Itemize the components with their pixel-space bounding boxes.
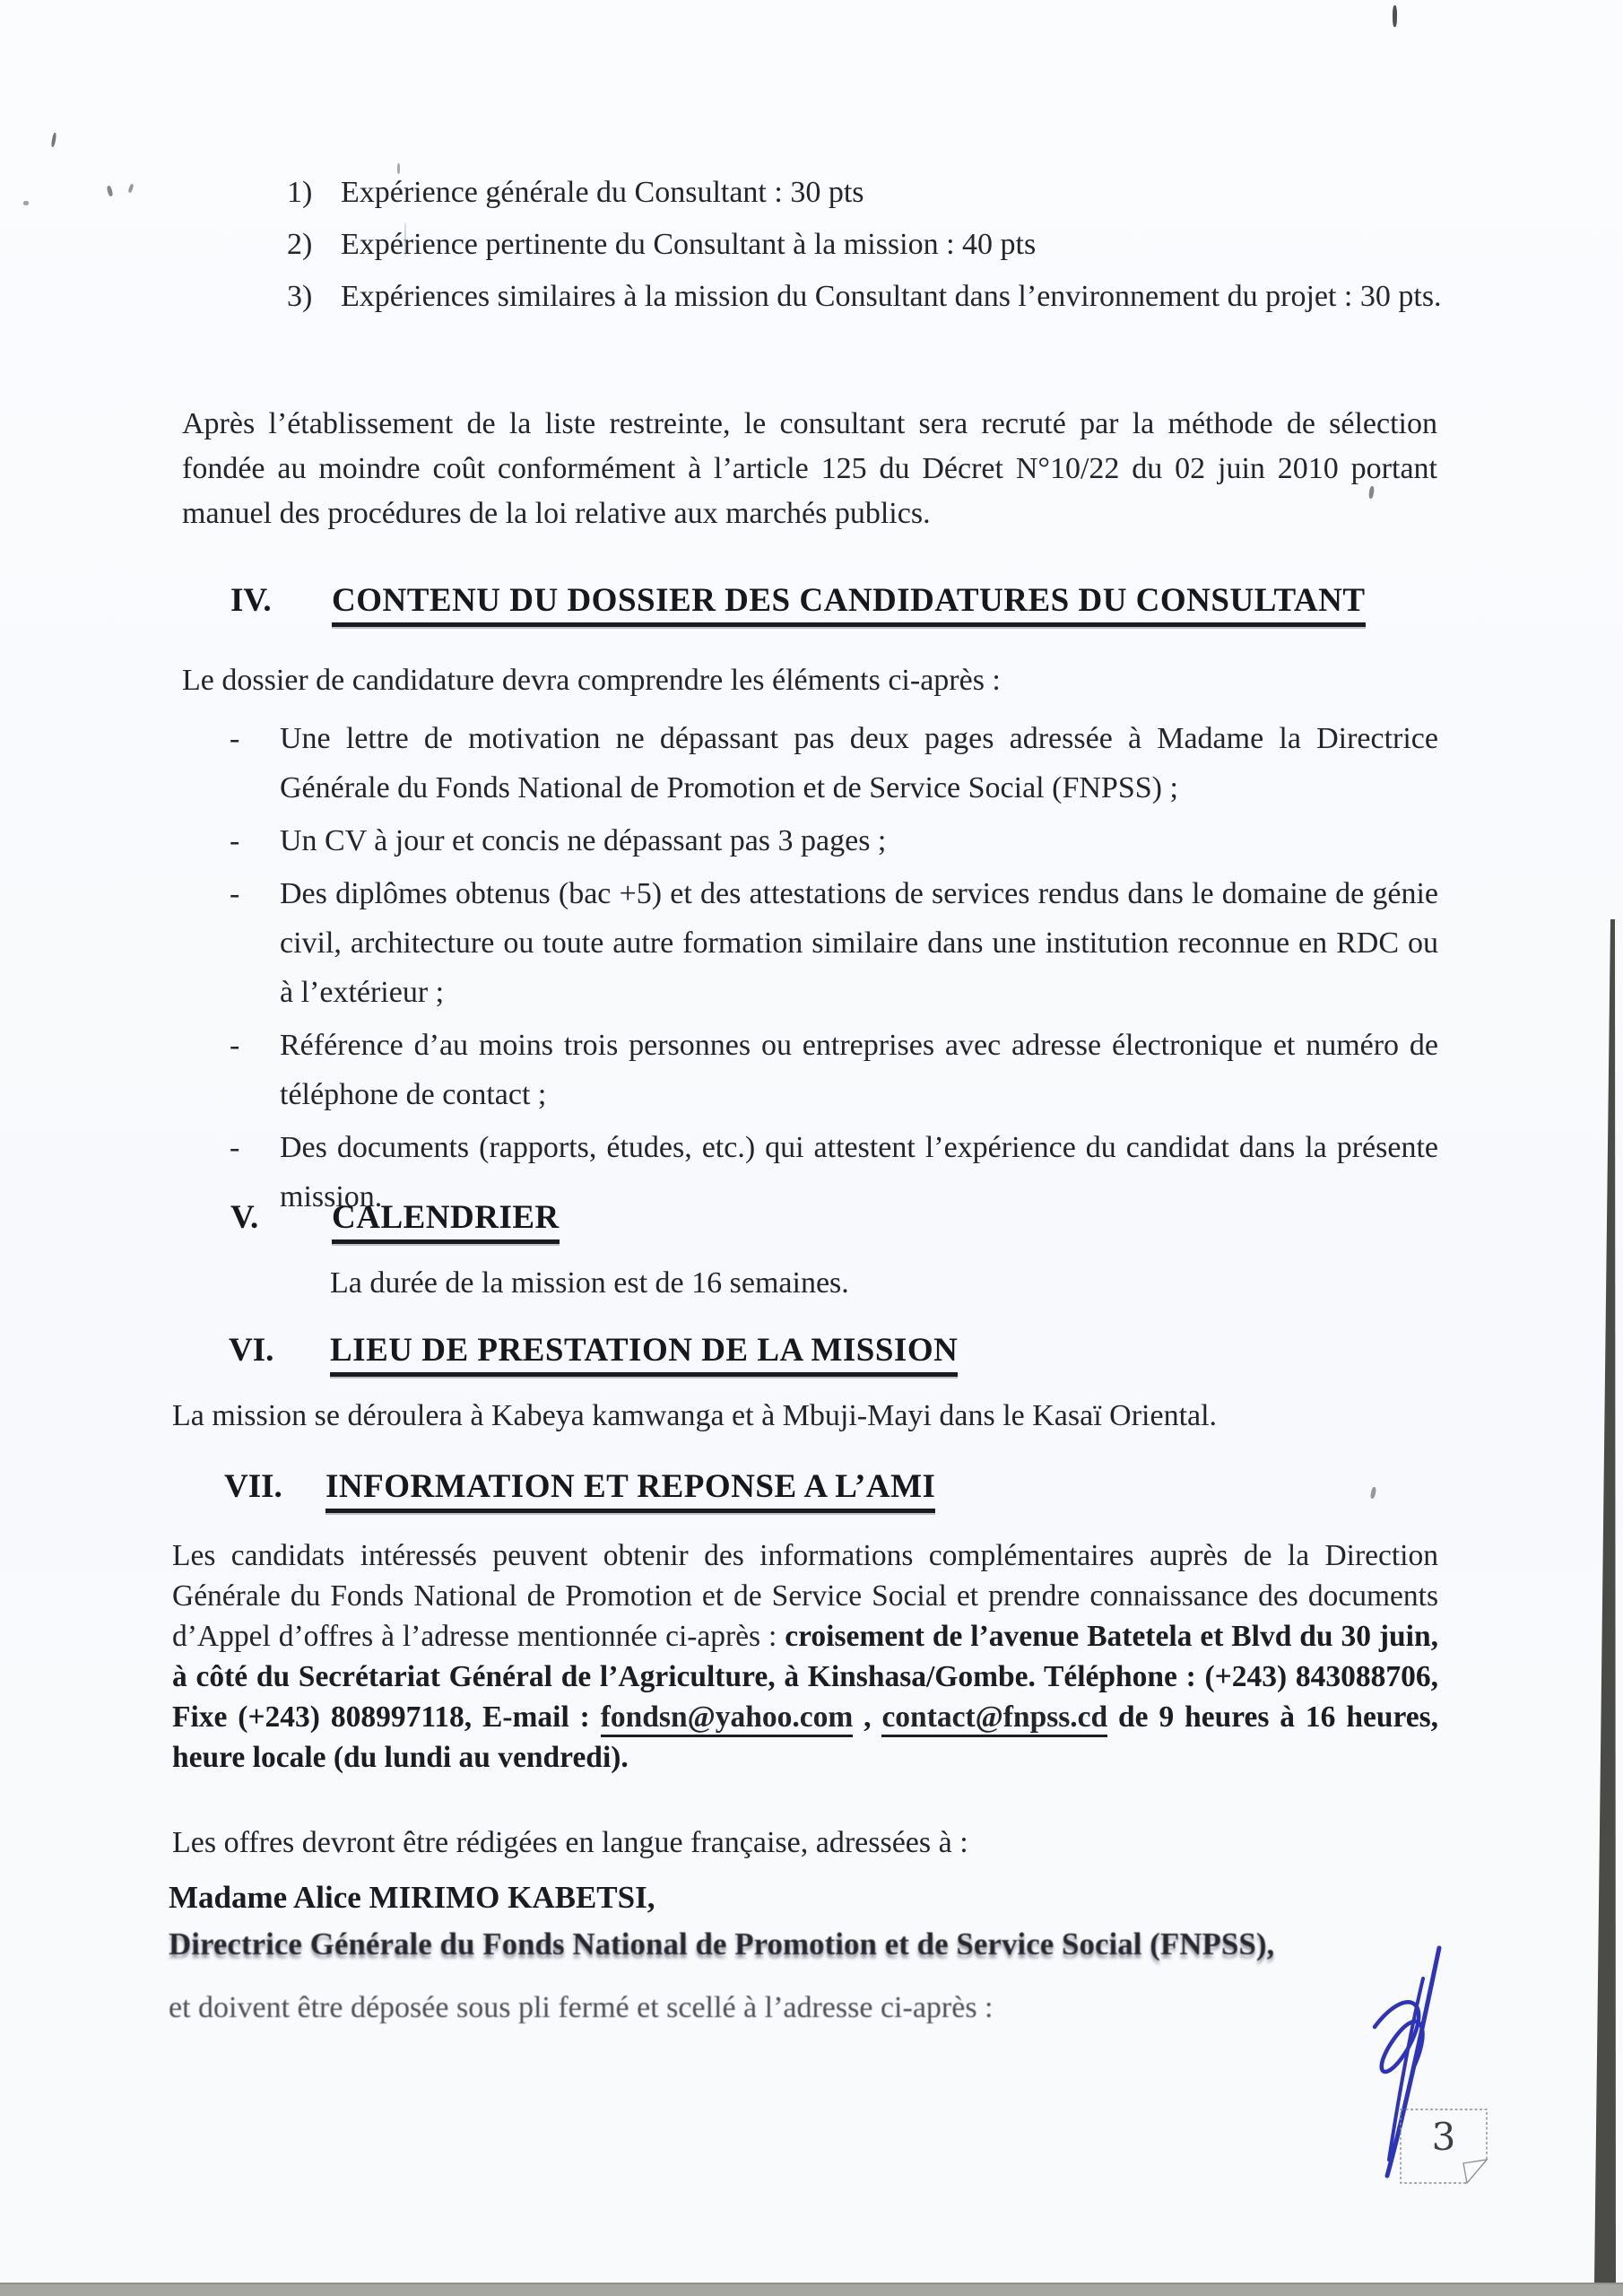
info-text-normal: Les candidats intéressés peuvent obtenir des informations complémentaires auprès de la Direction Générale du Fonds National de Promotion et de Service Social et prendre connaissance des documents d’Appel d’offres à l’adresse mentionnée ci-après : [172,1539,1438,1653]
dossier-lead-line: Le dossier de candidature devra comprendre les éléments ci-après : [182,664,1001,697]
section-number: VI. [229,1332,274,1369]
info-text-bold-tail: de 9 heures à 16 heures, heure locale (du lundi au vendredi). [172,1700,1439,1774]
info-text-bold-address: croisement de l’avenue Batetela et Blvd du 30 juin, à côté du Secrétariat Général de l’Agriculture, à Kinshasa/Gombe. Téléphone : (+243) 843088706, Fixe (+243) 808997118, E-mail : [172,1620,1438,1734]
criteria-text: Expérience pertinente du Consultant à la mission : 40 pts [341,228,1037,261]
list-item [230,714,1438,813]
section-title: CALENDRIER [332,1198,560,1244]
dust-speck [1393,5,1397,27]
dossier-items-list [230,714,1438,1225]
list-item-text: Des documents (rapports, études, etc.) qui attestent l’expérience du candidat dans la présente mission. [280,1131,1438,1213]
dash-bullet: - [230,722,240,755]
section-heading-vii [224,1467,935,1513]
criteria-number: 3) [287,280,313,313]
dash-bullet: - [230,877,240,910]
email-address-1: fondsn@yahoo.com [601,1700,854,1737]
deposit-instruction-line: et doivent être déposée sous pli fermé et scellé à l’adresse ci-après : [169,1991,994,2024]
information-paragraph [172,1535,1438,1778]
section-heading-vi [229,1331,958,1377]
criteria-list [287,167,1453,323]
dash-bullet: - [230,1131,240,1164]
list-item-text: Référence d’au moins trois personnes ou entreprises avec adresse électronique et numéro de téléphone de contact ; [280,1029,1438,1111]
dash-bullet: - [230,824,240,857]
criteria-item [287,219,1453,271]
page-number: 3 [1431,2115,1456,2159]
list-item [230,816,1438,865]
section-heading-iv [230,581,1366,627]
list-item [230,1021,1438,1119]
dust-speck [404,222,406,257]
criteria-number: 1) [287,176,313,209]
section-number: IV. [230,582,272,619]
section-title: CONTENU DU DOSSIER DES CANDIDATURES DU CONSULTANT [332,581,1366,627]
section-heading-v [230,1198,560,1244]
list-item-text: Des diplômes obtenus (bac +5) et des attestations de services rendus dans le domaine de génie civil, architecture ou toute autre formation similaire dans une institution reconnue en RDC ou à l’extérieur ; [280,877,1438,1009]
dash-bullet: - [230,1029,240,1062]
list-item-text: Une lettre de motivation ne dépassant pas deux pages adressée à Madame la Directrice Générale du Fonds National de Promotion et de Service Social (FNPSS) ; [280,722,1438,804]
criteria-text: Expérience générale du Consultant : 30 pts [341,176,864,209]
criteria-item [287,271,1453,323]
dust-speck [23,201,29,205]
section-number: VII. [224,1468,282,1505]
page-number-badge [1399,2108,1492,2189]
criteria-item [287,167,1453,219]
selection-method-paragraph: Après l’établissement de la liste restreinte, le consultant sera recruté par la méthode de sélection fondée au moindre coût conformément à l’article 125 du Décret N°10/22 du 02 juin 2010 portant manuel des procédures de la loi relative aux marchés publics. [182,407,1437,530]
addressee-title: Directrice Générale du Fonds National de Promotion et de Service Social (FNPSS), [169,1926,1275,1961]
dust-speck [397,163,400,174]
lieu-body: La mission se déroulera à Kabeya kamwanga et à Mbuji-Mayi dans le Kasaï Oriental. [172,1399,1218,1432]
email-address-2: contact@fnpss.cd [881,1700,1107,1737]
email-separator: , [853,1700,882,1734]
addressee-name: Madame Alice MIRIMO KABETSI, [169,1880,655,1915]
section-title: INFORMATION ET REPONSE A L’AMI [325,1467,935,1513]
list-item-text: Un CV à jour et concis ne dépassant pas 3 pages ; [280,824,887,857]
dust-speck [1370,1487,1377,1500]
calendrier-body: La durée de la mission est de 16 semaines. [330,1266,849,1300]
list-item [230,869,1438,1017]
section-number: V. [230,1199,259,1236]
criteria-number: 2) [287,228,313,261]
criteria-text: Expériences similaires à la mission du Consultant dans l’environnement du projet : 30 pts. [341,280,1442,313]
offers-language-line: Les offres devront être rédigées en langue française, adressées à : [172,1826,968,1859]
dust-speck [127,184,134,194]
section-title: LIEU DE PRESTATION DE LA MISSION [330,1331,958,1377]
dust-speck [51,133,57,147]
dust-speck [107,186,114,197]
